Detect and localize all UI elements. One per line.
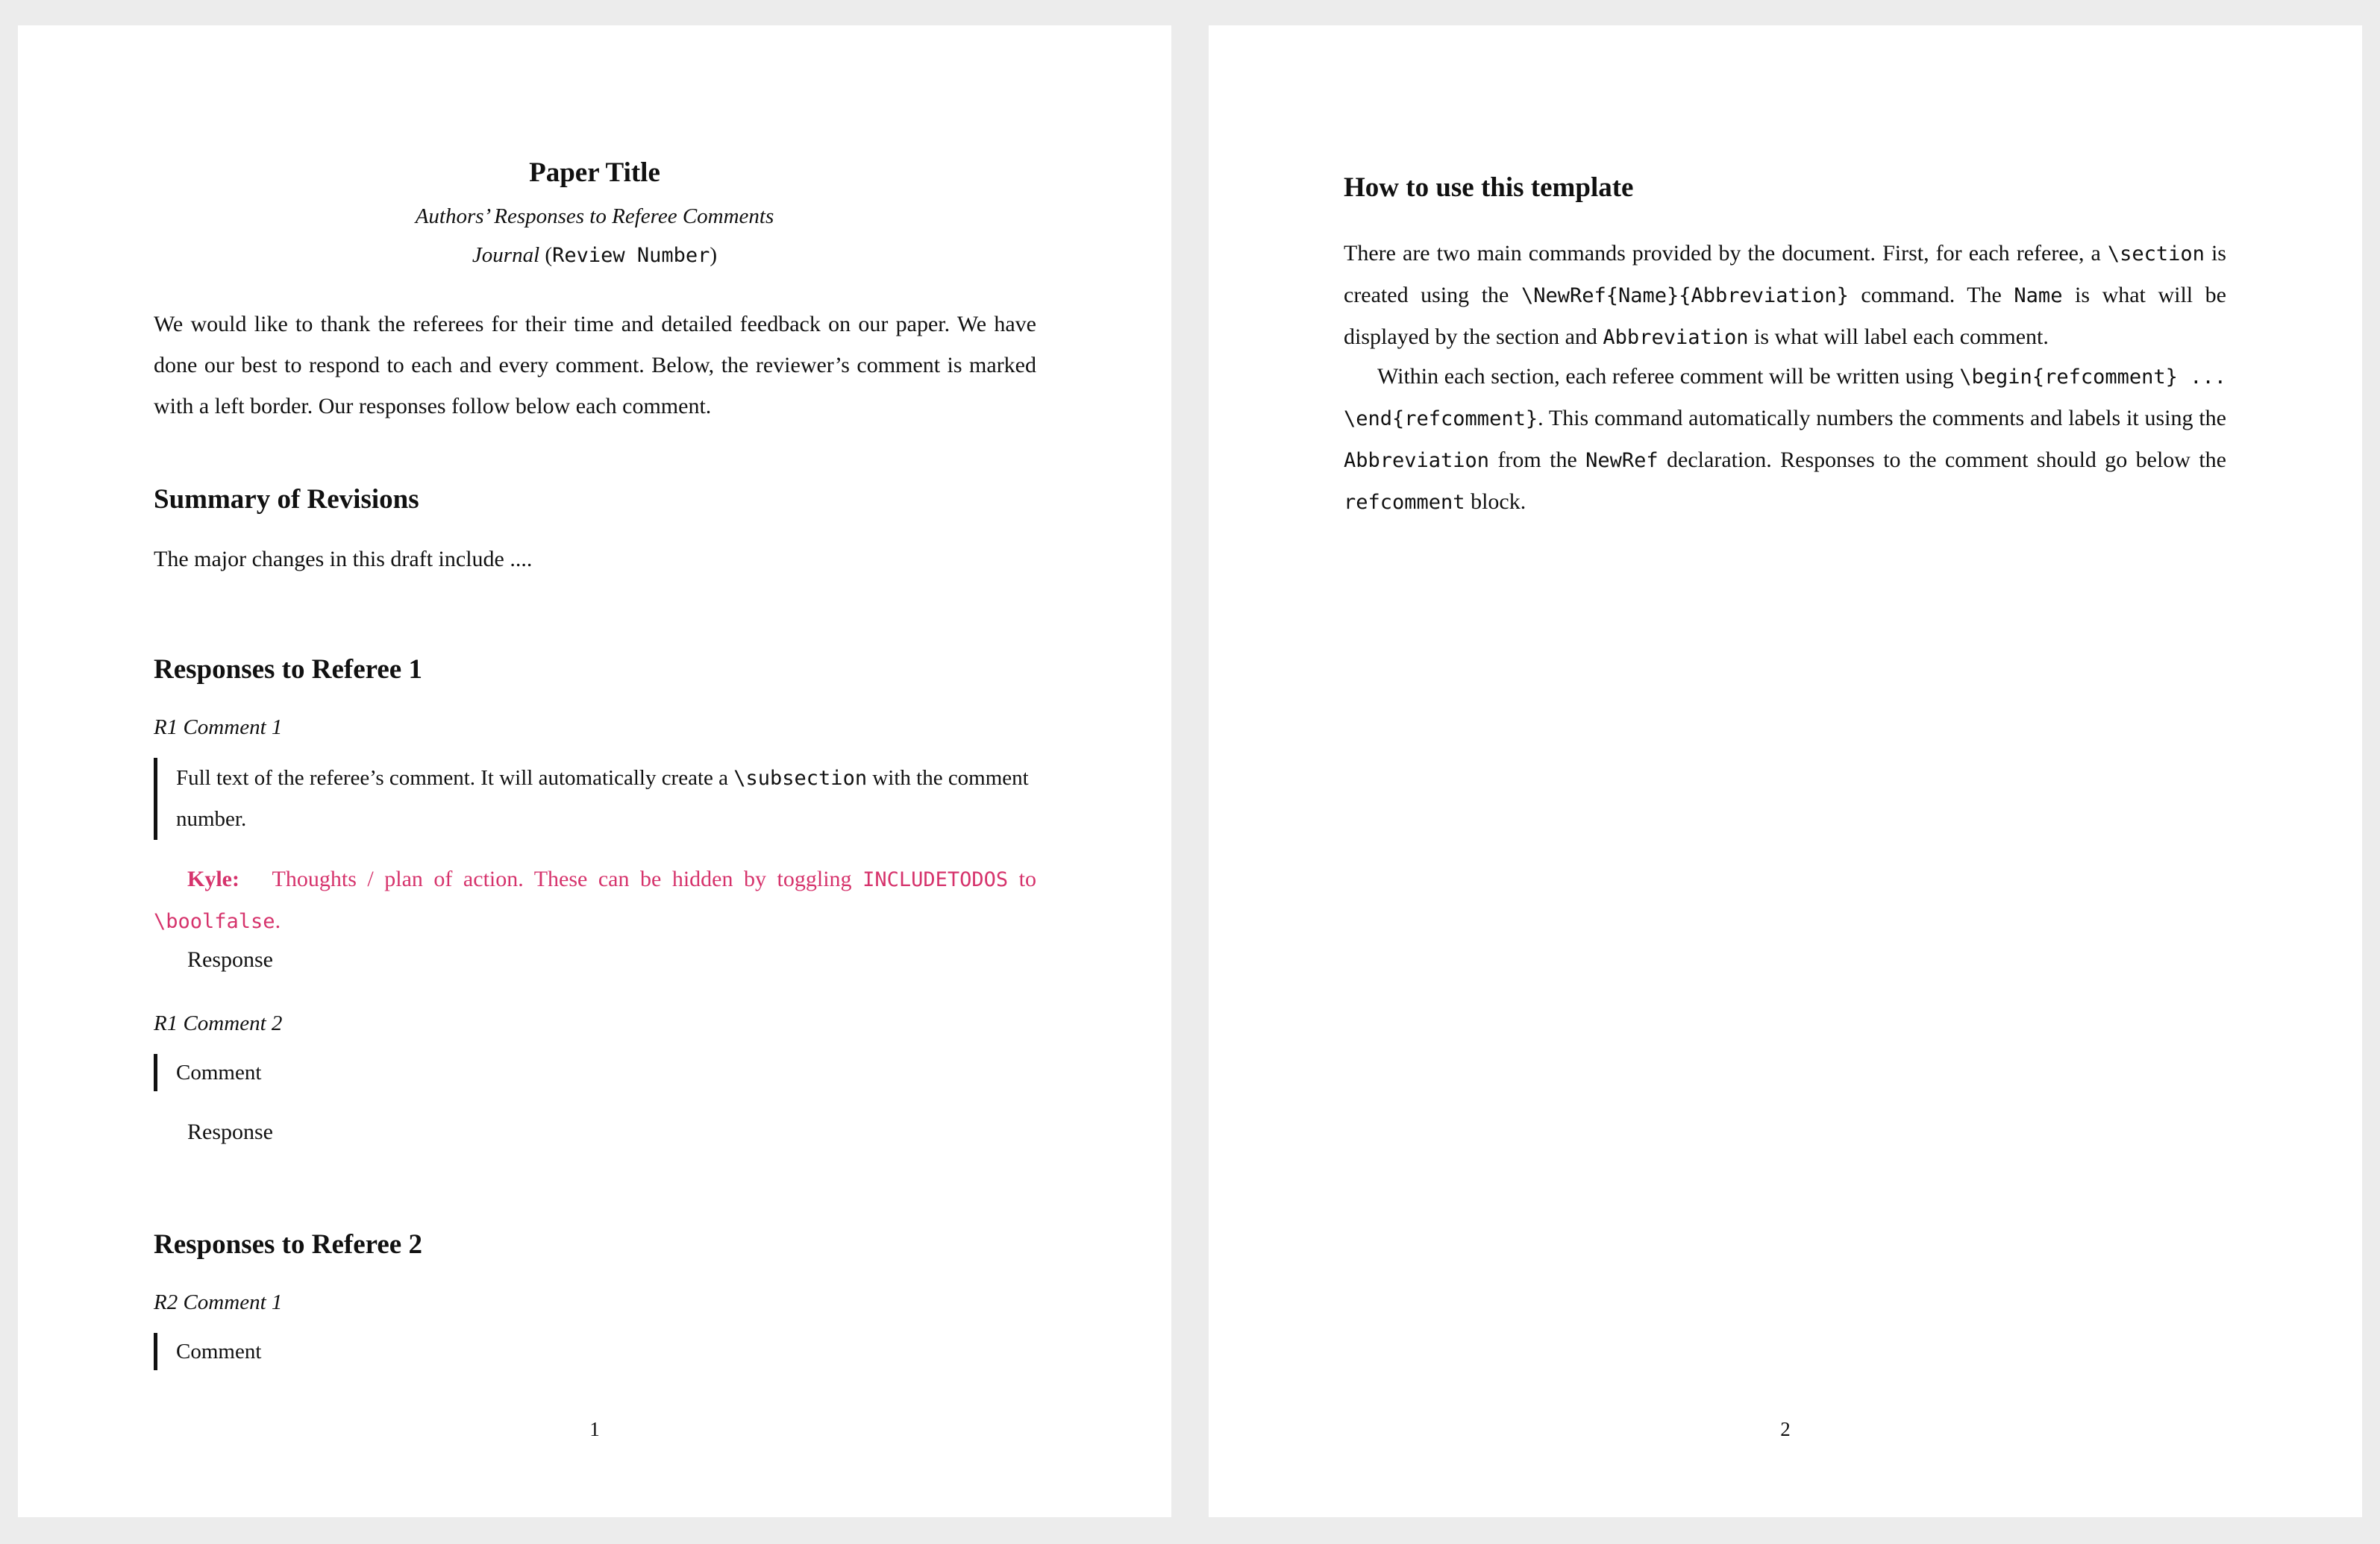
todo-end: .: [275, 908, 281, 933]
p2-code-newref: NewRef: [1585, 449, 1659, 472]
review-number: Review Number: [552, 244, 710, 267]
todo-author: Kyle:: [187, 867, 239, 891]
r1-comment-1-quote: [154, 758, 1036, 840]
referee-1-heading: Responses to Referee 1: [154, 654, 422, 685]
todo-note: [154, 859, 1036, 942]
howto-paragraph-2: [1344, 356, 2226, 523]
p2-text-a: Within each section, each referee comment will be written using: [1377, 364, 1960, 389]
paper-title: Paper Title: [529, 157, 660, 188]
todo-to: to: [1008, 867, 1036, 891]
p2-text-d: declaration. Responses to the comment should go below the: [1658, 448, 2226, 472]
p2-text-e: block.: [1465, 489, 1526, 514]
todo-code-2: \boolfalse: [154, 910, 275, 933]
journal-line: Journal (Review Number): [472, 243, 718, 267]
r2-comment-1-quote: Comment: [154, 1333, 261, 1370]
p1-text-a: There are two main commands provided by the document. First, for each referee, a: [1344, 241, 2108, 266]
todo-code-1: INCLUDETODOS: [862, 868, 1009, 891]
r1-comment-2-quote: Comment: [154, 1054, 261, 1091]
page-number-1: 1: [589, 1418, 600, 1440]
r1c1-text-before: Full text of the referee’s comment. It will automatically create a: [176, 766, 734, 790]
r1-comment-2-label: R1 Comment 2: [154, 1011, 283, 1035]
p1-text-c: command. The: [1848, 283, 2014, 307]
r1c1-text-after: with the comment number.: [176, 766, 1029, 831]
intro-paragraph: We would like to thank the referees for their time and detailed feedback on our paper. We have done our best to respond to each and every comment. Below, the reviewer’s comment is marked with a left border. Our responses follow below each comment.: [154, 312, 1036, 418]
p1-code-section: \section: [2107, 242, 2205, 266]
p2-code-refcomment: refcomment: [1344, 491, 1465, 514]
summary-heading: Summary of Revisions: [154, 484, 419, 515]
p1-code-name: Name: [2014, 284, 2063, 307]
p2-text-c: from the: [1489, 448, 1586, 472]
page-number-2: 2: [1780, 1418, 1791, 1440]
p1-code-abbreviation: Abbreviation: [1603, 326, 1749, 349]
page-1: [18, 25, 1171, 1517]
howto-heading: How to use this template: [1344, 172, 1634, 203]
r1-comment-1-label: R1 Comment 1: [154, 715, 283, 739]
r1c1-code: \subsection: [733, 767, 868, 790]
p1-text-d: is what will be displayed by the section and: [1344, 283, 2227, 349]
p2-code-refcomment-env: \begin{refcomment} ... \end{refcomment}: [1344, 365, 2226, 430]
p1-text-b: is created using the: [1344, 241, 2226, 307]
r2-comment-1-label: R2 Comment 1: [154, 1290, 283, 1314]
p1-text-e: is what will label each comment.: [1748, 324, 2049, 349]
p1-code-newref: \NewRef{Name}{Abbreviation}: [1521, 284, 1849, 307]
r1-comment-2-response: Response: [187, 1120, 273, 1144]
todo-text: Thoughts / plan of action. These can be hidden by toggling: [272, 867, 863, 891]
r1-comment-1-response: Response: [187, 947, 273, 972]
p2-text-b: . This command automatically numbers the comments and labels it using the: [1538, 406, 2226, 430]
journal-name: Journal: [472, 243, 540, 267]
p2-code-abbreviation: Abbreviation: [1344, 449, 1490, 472]
paper-subtitle: Authors’ Responses to Referee Comments: [415, 204, 774, 228]
howto-paragraph-1: [1344, 233, 2226, 358]
referee-2-heading: Responses to Referee 2: [154, 1229, 422, 1260]
summary-text: The major changes in this draft include ....: [154, 547, 533, 571]
page-2: [1209, 25, 2362, 1517]
